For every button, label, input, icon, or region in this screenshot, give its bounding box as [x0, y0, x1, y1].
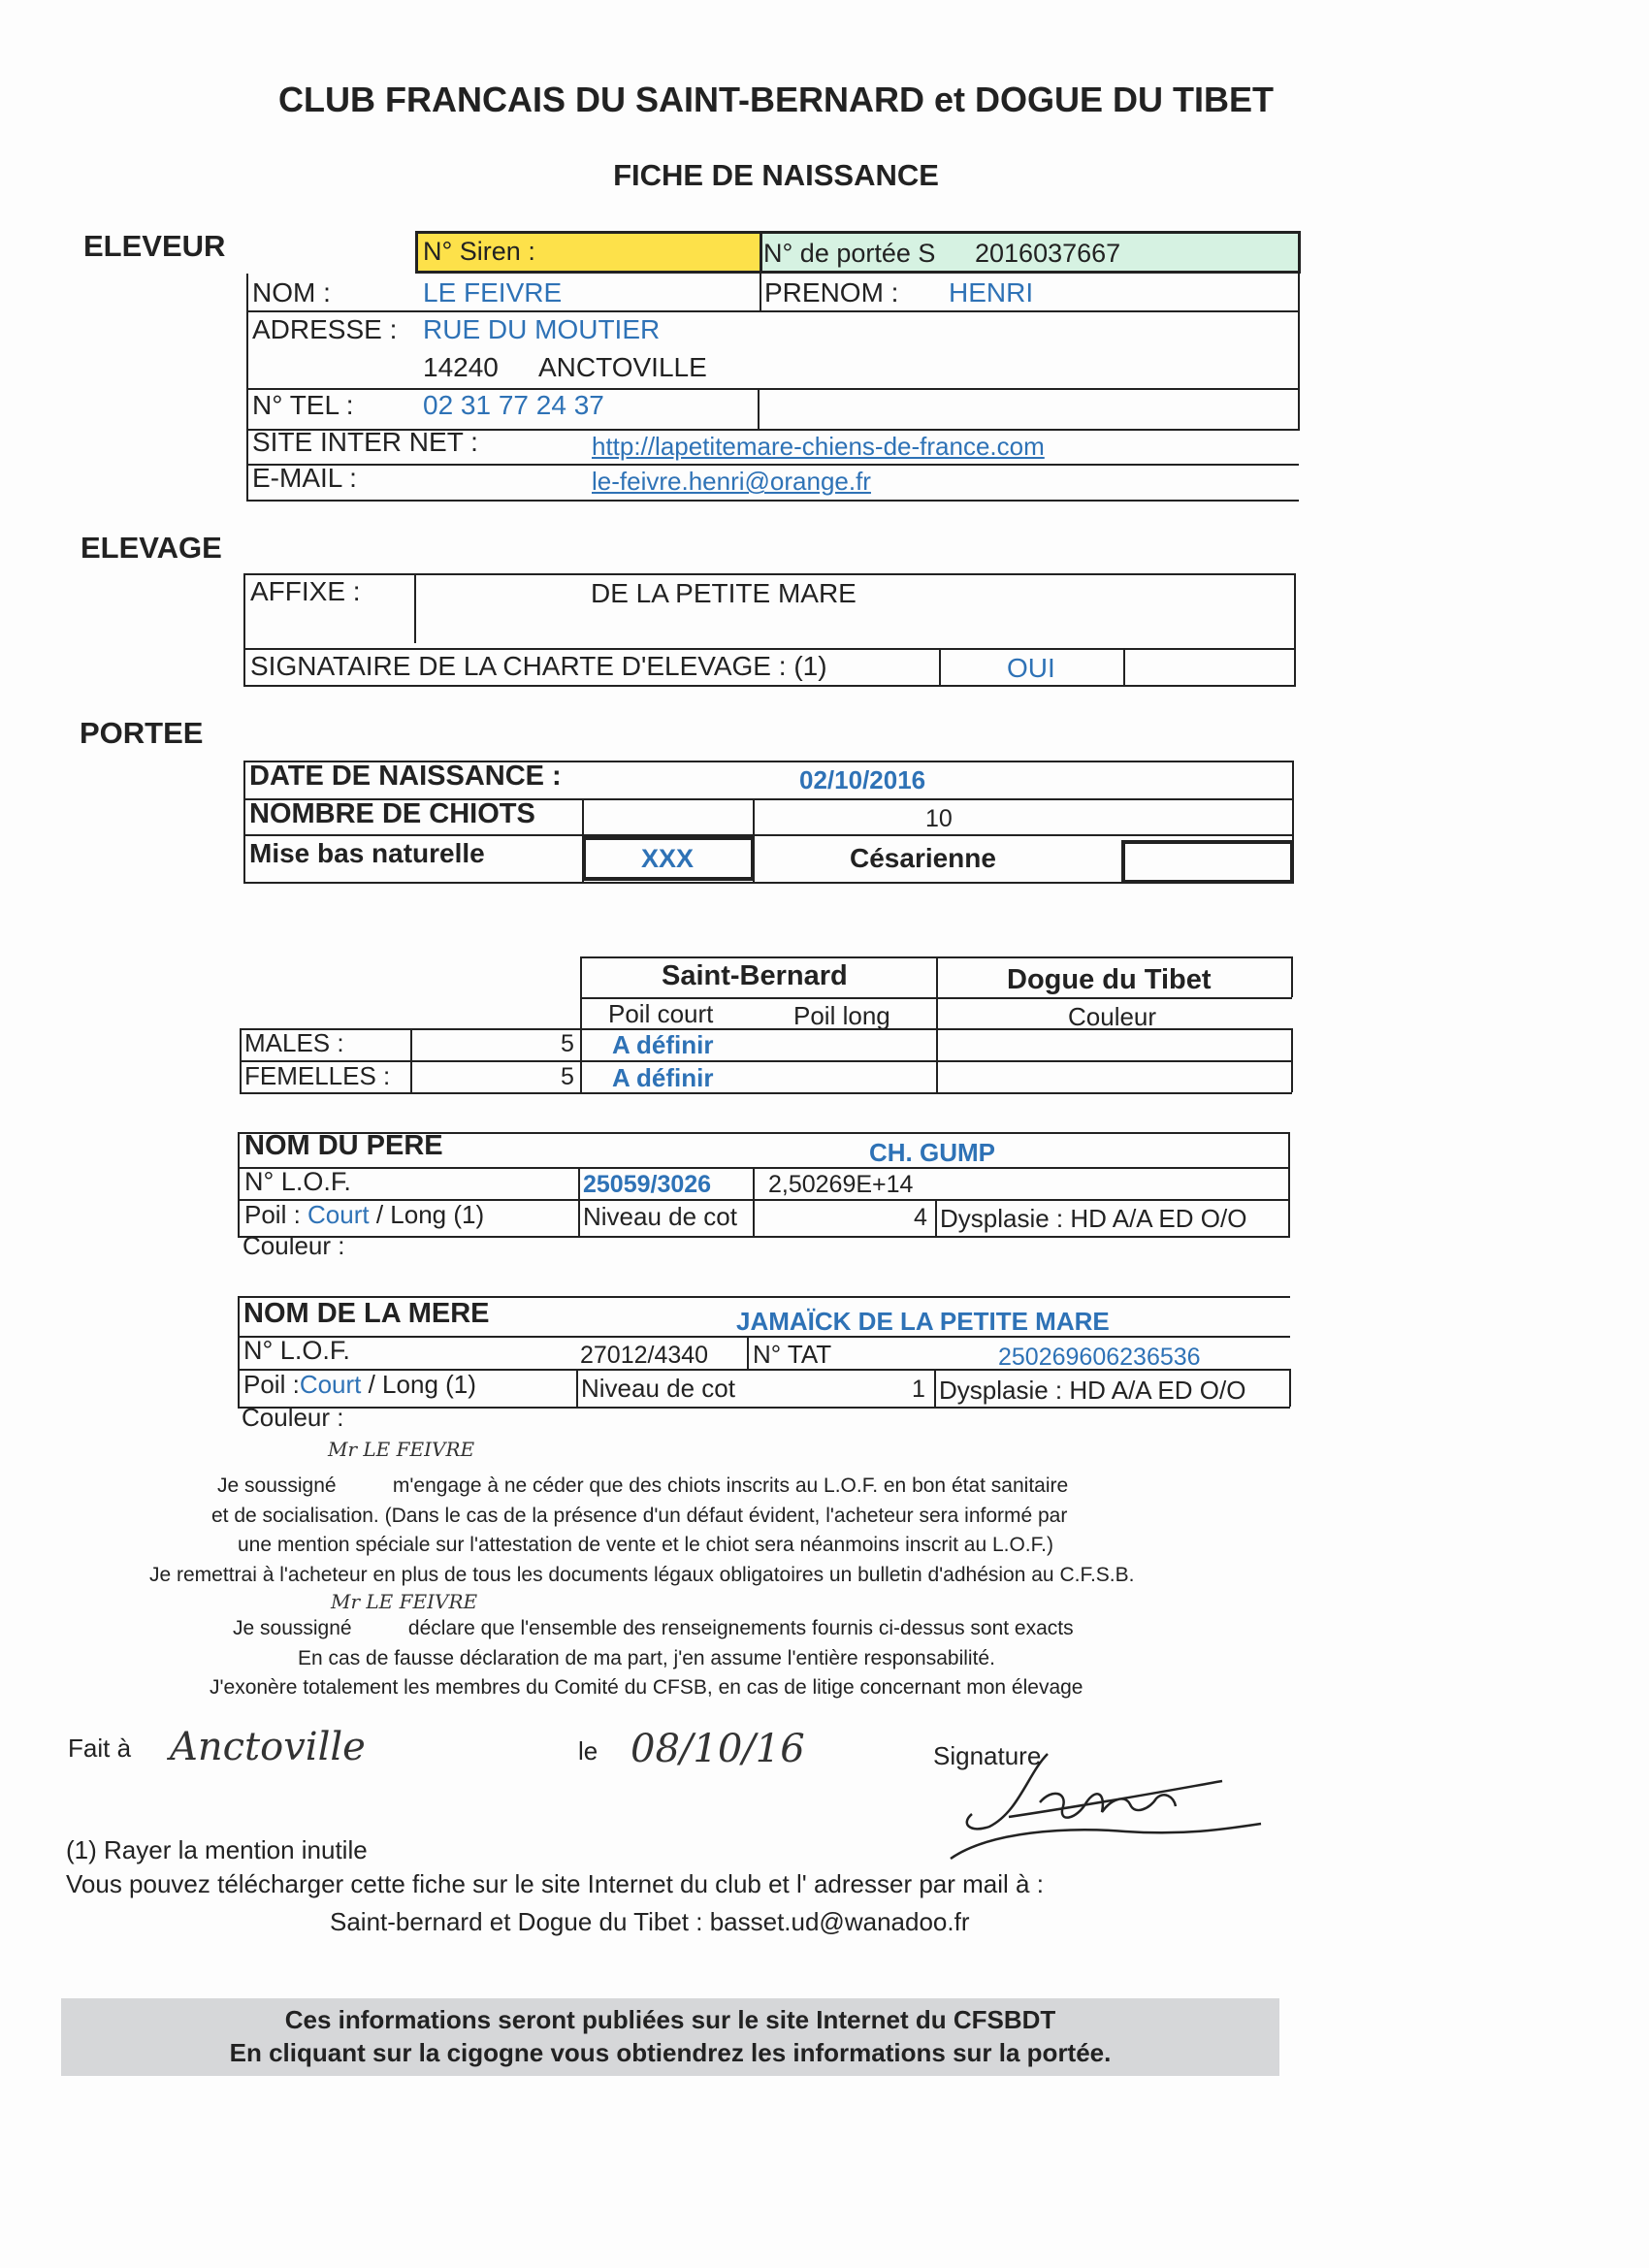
eleveur-col-line	[760, 274, 761, 310]
pere-lof-extra: 2,50269E+14	[768, 1171, 914, 1198]
fait-value: Anctoville	[170, 1725, 366, 1769]
mere-tat-value: 250269606236536	[998, 1344, 1201, 1371]
handwritten-name-1: Mr LE FEIVRE	[328, 1438, 475, 1461]
ville: ANCTOVILLE	[538, 352, 707, 382]
email-link[interactable]: le-feivre.henri@orange.fr	[592, 467, 871, 496]
races-col	[240, 1028, 242, 1092]
tel-value: 02 31 77 24 37	[423, 390, 604, 420]
page-subtitle: FICHE DE NAISSANCE	[613, 158, 939, 192]
mere-niveau-value: 1	[912, 1376, 925, 1403]
races-col	[1291, 1028, 1293, 1092]
pere-col	[935, 1199, 937, 1238]
races-line	[240, 1092, 1292, 1094]
eleveur-table-right	[1298, 274, 1300, 431]
elevage-row-line	[243, 648, 1296, 650]
affixe-col-line	[414, 573, 416, 643]
portee-number-label: N° de portée S	[763, 239, 936, 268]
races-line	[240, 1060, 1292, 1062]
pere-col	[753, 1167, 755, 1238]
date-naissance-value: 02/10/2016	[799, 765, 926, 794]
engagement-line3: une mention spéciale sur l'attestation de vente et le chiot sera néanmoins inscrit au L.O.F.)	[238, 1534, 1053, 1556]
portee-number-value: 2016037667	[975, 239, 1121, 268]
couleur-header: Couleur	[1068, 1002, 1157, 1031]
section-eleveur: ELEVEUR	[83, 229, 226, 263]
mere-col	[238, 1296, 240, 1407]
eleveur-row-line	[246, 464, 1299, 466]
cesarienne-label: Césarienne	[850, 843, 996, 873]
mere-tat-label: N° TAT	[753, 1340, 832, 1369]
pere-lof-label: N° L.O.F.	[244, 1167, 351, 1196]
mere-niveau-label: Niveau de cot	[581, 1374, 735, 1403]
nombre-chiots-value: 10	[925, 805, 953, 832]
tel-label: N° TEL :	[252, 390, 354, 420]
mere-poil	[243, 1370, 476, 1400]
email-label: E-MAIL :	[252, 463, 357, 493]
mere-couleur-label: Couleur :	[242, 1403, 344, 1432]
mere-lof-value: 27012/4340	[580, 1342, 709, 1369]
siren-label: N° Siren :	[423, 237, 535, 266]
banner-line1: Ces informations seront publiées sur le site Internet du CFSBDT	[284, 2005, 1056, 2034]
section-elevage: ELEVAGE	[81, 531, 222, 565]
races-col	[580, 956, 582, 1092]
date-naissance-label: DATE DE NAISSANCE :	[249, 761, 562, 792]
section-portee: PORTEE	[80, 716, 204, 750]
site-link[interactable]: http://lapetitemare-chiens-de-france.com	[592, 432, 1045, 461]
mere-poil-prefix: Poil :	[243, 1370, 300, 1399]
races-col	[936, 956, 938, 1092]
page-title: CLUB FRANCAIS DU SAINT-BERNARD et DOGUE DU TIBET	[278, 80, 1274, 119]
races-col	[1291, 956, 1293, 997]
engagement-line4: Je remettrai à l'acheteur en plus de tous les documents légaux obligatoires un bulletin d'adhésion au C.F.S.B.	[149, 1564, 1135, 1586]
code-postal: 14240	[423, 352, 499, 382]
charte-value: OUI	[1007, 653, 1055, 683]
pere-poil-prefix: Poil :	[244, 1200, 308, 1229]
engagement-line6: En cas de fausse déclaration de ma part, j'en assume l'entière responsabilité.	[298, 1647, 995, 1669]
nombre-chiots-label: NOMBRE DE CHIOTS	[249, 798, 535, 829]
eleveur-row-line	[246, 310, 1299, 312]
poil-long-header: Poil long	[793, 1001, 890, 1030]
naturelle-label: Mise bas naturelle	[249, 838, 485, 868]
mere-poil-court: Court	[299, 1370, 362, 1399]
charte-label: SIGNATAIRE DE LA CHARTE D'ELEVAGE : (1)	[250, 651, 827, 681]
nom-label: NOM :	[252, 277, 331, 308]
charte-col-line	[1123, 648, 1125, 687]
engagement-line7: J'exonère totalement les membres du Comité du CFSB, en cas de litige concernant mon élevage	[210, 1676, 1083, 1699]
eleveur-row-line	[246, 388, 1299, 390]
mere-lof-label: N° L.O.F.	[243, 1336, 350, 1365]
mere-col	[1289, 1369, 1291, 1407]
males-value: A définir	[612, 1030, 714, 1059]
signature-label: Signature	[933, 1741, 1042, 1770]
pere-poil	[244, 1200, 484, 1230]
mere-col	[934, 1369, 936, 1407]
fait-label: Fait à	[68, 1733, 132, 1763]
site-label: SITE INTER NET :	[252, 427, 478, 457]
mere-col	[576, 1369, 578, 1407]
engagement-line2: et de socialisation. (Dans le cas de la présence d'un défaut évident, l'acheteur sera informé par	[211, 1505, 1068, 1527]
femelles-count: 5	[561, 1063, 574, 1090]
naturelle-value: XXX	[641, 844, 695, 873]
cesarienne-box[interactable]	[1121, 840, 1294, 884]
signature-scribble	[931, 1734, 1271, 1870]
males-count: 5	[561, 1030, 574, 1057]
mere-line	[238, 1407, 1290, 1409]
pere-name: CH. GUMP	[869, 1138, 995, 1167]
engagement-line5: Je soussigné déclare que l'ensemble des renseignements fournis ci-dessus sont exacts	[233, 1617, 1074, 1639]
sb-header: Saint-Bernard	[662, 960, 848, 991]
males-label: MALES :	[244, 1028, 344, 1057]
femelles-value: A définir	[612, 1063, 714, 1092]
footnote: (1) Rayer la mention inutile	[66, 1835, 368, 1864]
pere-lof-value: 25059/3026	[583, 1171, 712, 1198]
banner-line2: En cliquant sur la cigogne vous obtiendrez les informations sur la portée.	[229, 2038, 1112, 2067]
engagement-line1: Je soussigné m'engage à ne céder que des chiots inscrits au L.O.F. en bon état sanitaire	[217, 1474, 1069, 1497]
pere-col	[578, 1167, 580, 1238]
prenom-value: HENRI	[949, 277, 1034, 308]
mere-label: NOM DE LA MERE	[243, 1298, 490, 1329]
mere-name: JAMAÏCK DE LA PETITE MARE	[736, 1307, 1110, 1336]
charte-col-line	[939, 648, 941, 687]
dt-header: Dogue du Tibet	[1007, 964, 1212, 995]
prenom-label: PRENOM :	[764, 277, 899, 308]
pere-niveau-label: Niveau de cot	[583, 1202, 737, 1231]
nom-value: LE FEIVRE	[423, 277, 563, 308]
portee-row-line	[243, 834, 1294, 836]
eleveur-col-line	[758, 388, 760, 429]
download-text: Vous pouvez télécharger cette fiche sur le site Internet du club et l' adresser par mail à :	[66, 1869, 1044, 1898]
mere-dysplasie: Dysplasie : HD A/A ED O/O	[939, 1376, 1246, 1405]
pere-niveau-value: 4	[914, 1204, 927, 1231]
adresse-value: RUE DU MOUTIER	[423, 314, 661, 344]
contact-text: Saint-bernard et Dogue du Tibet : basset.ud@wanadoo.fr	[330, 1907, 970, 1936]
adresse-label: ADRESSE :	[252, 314, 398, 344]
eleveur-table-left	[246, 274, 248, 501]
mere-col	[747, 1336, 749, 1369]
affixe-value: DE LA PETITE MARE	[591, 578, 857, 608]
date-value: 08/10/16	[630, 1727, 805, 1771]
pere-poil-rest: / Long (1)	[369, 1200, 485, 1229]
poil-court-header: Poil court	[608, 999, 714, 1028]
femelles-label: FEMELLES :	[244, 1061, 391, 1090]
pere-dysplasie: Dysplasie : HD A/A ED O/O	[940, 1204, 1247, 1233]
mere-poil-rest: / Long (1)	[361, 1370, 476, 1399]
pere-label: NOM DU PERE	[244, 1130, 443, 1161]
pere-poil-court: Court	[307, 1200, 370, 1229]
eleveur-row-line	[246, 500, 1299, 502]
races-col	[410, 1028, 412, 1092]
le-label: le	[578, 1736, 598, 1766]
pere-line	[238, 1167, 1290, 1169]
handwritten-name-2: Mr LE FEIVRE	[331, 1590, 478, 1613]
pere-couleur-label: Couleur :	[242, 1231, 345, 1260]
affixe-label: AFFIXE :	[250, 576, 361, 606]
